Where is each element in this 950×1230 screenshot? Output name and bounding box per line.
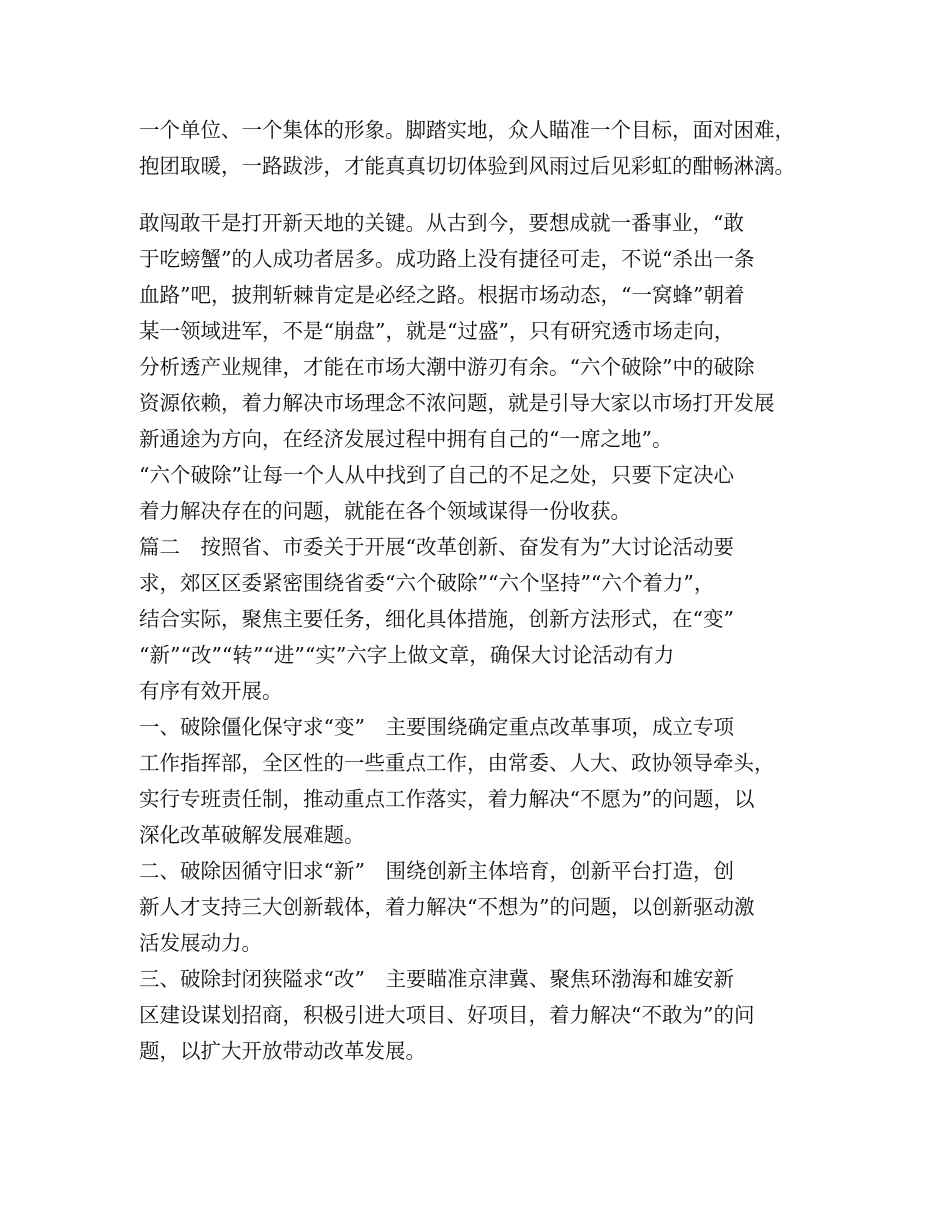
text-line: 题，以扩大开放带动改革发展。 — [139, 1039, 426, 1063]
paragraph-item-one — [139, 709, 829, 853]
document-body — [139, 112, 829, 1069]
text-line: 篇二 按照省、市委关于开展“改革创新、奋发有为”大讨论活动要 — [139, 535, 734, 559]
text-line: 区建设谋划招商，积极引进大项目、好项目，着力解决“不敢为”的问 — [139, 1003, 755, 1027]
text-line: 分析透产业规律，才能在市场大潮中游刃有余。“六个破除”中的破除 — [139, 355, 755, 379]
text-line: 某一领域进军，不是“崩盘”，就是“过盛”，只有研究透市场走向， — [139, 319, 735, 343]
text-line: 新通途为方向，在经济发展过程中拥有自己的“一席之地”。 — [139, 427, 673, 451]
text-line: “六个破除”让每一个人从中找到了自己的不足之处，只要下定决心 — [139, 463, 734, 487]
paragraph-item-three — [139, 961, 829, 1069]
text-line: 二、破除因循守旧求“新” 围绕创新主体培育，创新平台打造，创 — [139, 859, 734, 883]
text-line: “新”“改”“转”“进”“实”六字上做文章，确保大讨论活动有力 — [139, 643, 675, 667]
text-line: 血路”吧，披荆斩棘肯定是必经之路。根据市场动态，“一窝蜂”朝着 — [139, 283, 745, 307]
text-line: 实行专班责任制，推动重点工作落实，着力解决“不愿为”的问题，以 — [139, 787, 755, 811]
paragraph-item-two — [139, 853, 829, 961]
paragraph-dare — [139, 205, 829, 457]
text-line: 敢闯敢干是打开新天地的关键。从古到今，要想成就一番事业，“敢 — [139, 211, 744, 235]
text-line: 一、破除僵化保守求“变” 主要围绕确定重点改革事项，成立专项 — [139, 715, 734, 739]
paragraph-part-two — [139, 529, 829, 709]
paragraph-six-breaks — [139, 457, 829, 529]
text-line: 着力解决存在的问题，就能在各个领域谋得一份收获。 — [139, 499, 631, 523]
paragraph-gap — [139, 184, 829, 205]
text-line: 资源依赖，着力解决市场理念不浓问题，就是引导大家以市场打开发展 — [139, 391, 775, 415]
text-line: 抱团取暖，一路跋涉，才能真真切切体验到风雨过后见彩虹的酣畅淋漓。 — [139, 154, 795, 178]
paragraph-intro — [139, 112, 829, 184]
text-line: 活发展动力。 — [139, 931, 262, 955]
text-line: 深化改革破解发展难题。 — [139, 823, 365, 847]
text-line: 一个单位、一个集体的形象。脚踏实地，众人瞄准一个目标，面对困难， — [139, 118, 795, 142]
text-line: 求，郊区区委紧密围绕省委“六个破除”“六个坚持”“六个着力”， — [139, 571, 715, 595]
text-line: 三、破除封闭狭隘求“改” 主要瞄准京津冀、聚焦环渤海和雄安新 — [139, 967, 734, 991]
text-line: 有序有效开展。 — [139, 679, 283, 703]
text-line: 于吃螃蟹”的人成功者居多。成功路上没有捷径可走，不说“杀出一条 — [139, 247, 755, 271]
text-line: 结合实际，聚焦主要任务，细化具体措施，创新方法形式，在“变” — [139, 607, 734, 631]
text-line: 新人才支持三大创新载体，着力解决“不想为”的问题，以创新驱动激 — [139, 895, 755, 919]
text-line: 工作指挥部，全区性的一些重点工作，由常委、人大、政协领导牵头， — [139, 751, 775, 775]
